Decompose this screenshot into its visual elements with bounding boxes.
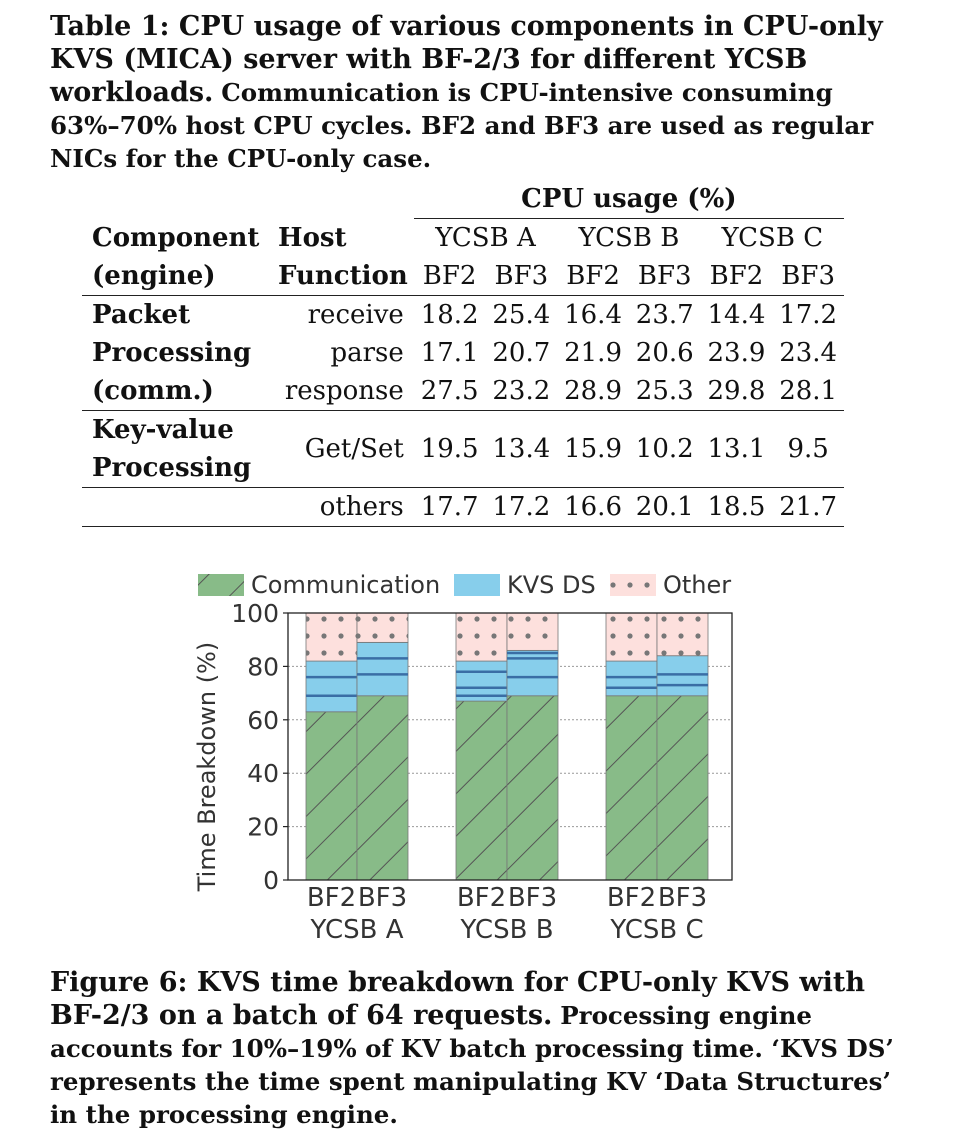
col-function: Function — [272, 257, 414, 296]
legend-label: KVS DS — [507, 571, 596, 599]
table-caption-text: Communication is CPU-intensive consuming 63%–70% host CPU cycles. BF2 and BF3 are used as regular NICs for the CPU-only case. — [50, 78, 874, 173]
legend-swatch — [198, 574, 244, 596]
table-cell: 21.7 — [772, 488, 844, 527]
table-cell: 28.1 — [772, 372, 844, 411]
col-host: Host — [278, 222, 347, 253]
group-label-line: Processing — [92, 453, 252, 483]
table-header-row-nics — [82, 257, 844, 296]
host-function: parse — [330, 338, 404, 368]
table-cell: 18.5 — [701, 488, 773, 527]
table-cell: 17.1 — [420, 338, 479, 368]
legend-swatch — [454, 574, 500, 596]
table-row — [82, 372, 844, 411]
workload-header: YCSB C — [721, 223, 824, 253]
host-function: others — [272, 488, 414, 527]
x-group-label: YCSB A — [310, 915, 404, 945]
table-cell: 18.2 — [420, 300, 479, 330]
x-tick-label: BF3 — [657, 883, 708, 913]
table-cell: 20.6 — [635, 338, 694, 368]
y-tick-label: 40 — [247, 759, 279, 789]
bar-segment-communication — [306, 712, 357, 880]
table-cell: 20.7 — [492, 338, 551, 368]
host-function: receive — [307, 300, 404, 330]
table-cell: 23.2 — [485, 372, 557, 411]
table-cell: 25.4 — [492, 300, 551, 330]
table-row — [82, 334, 844, 372]
group-label: Processing — [92, 338, 252, 368]
table-cell: 17.7 — [414, 488, 486, 527]
bar-segment-other — [657, 613, 708, 656]
table-cell: 17.2 — [779, 300, 838, 330]
table-cell: 14.4 — [707, 300, 766, 330]
x-group-label: YCSB C — [610, 915, 704, 945]
table-row — [82, 296, 844, 335]
col-engine: (engine) — [82, 257, 272, 296]
table-header-row-workloads — [82, 219, 844, 258]
nic-header: BF2 — [701, 257, 773, 296]
bar-segment-communication — [456, 701, 507, 880]
host-function: Get/Set — [272, 411, 414, 488]
table-cell: 29.8 — [701, 372, 773, 411]
col-component: Component — [92, 222, 260, 253]
legend — [198, 571, 731, 599]
group-label: (comm.) — [82, 372, 272, 411]
nic-header: BF3 — [772, 257, 844, 296]
figure-caption — [50, 966, 900, 1131]
group-label-line: Key-value — [92, 415, 234, 445]
x-tick-label: BF3 — [507, 883, 558, 913]
nic-header: BF3 — [485, 257, 557, 296]
table-cell: 23.4 — [779, 338, 838, 368]
x-group-label: YCSB B — [460, 915, 554, 945]
bar-segment-other — [306, 613, 357, 661]
cpu-usage-table — [82, 180, 844, 527]
table-cell: 25.3 — [629, 372, 701, 411]
figure-caption-text: Processing engine accounts for 10%–19% of KV batch processing time. ‘KVS DS’ represents the time spent manipulating KV ‘Data Structures’ in the processing engine. — [50, 1001, 894, 1129]
host-function: response — [272, 372, 414, 411]
bar-segment-kvs-ds — [657, 656, 708, 696]
table-cell: 13.1 — [701, 411, 773, 488]
table-cell: 27.5 — [414, 372, 486, 411]
table-cell: 28.9 — [557, 372, 629, 411]
y-axis-label: Time Breakdown (%) — [193, 641, 221, 892]
bar-segment-communication — [507, 696, 558, 880]
workload-header: YCSB A — [435, 223, 536, 253]
bars — [306, 613, 708, 880]
bar-segment-other — [606, 613, 657, 661]
workload-header: YCSB B — [578, 223, 680, 253]
x-tick-label: BF3 — [357, 883, 408, 913]
table-cell: 17.2 — [485, 488, 557, 527]
legend-label: Communication — [251, 571, 441, 599]
bar-segment-communication — [657, 696, 708, 880]
table-caption — [50, 10, 900, 175]
bar-segment-communication — [357, 696, 408, 880]
y-tick-label: 60 — [247, 705, 279, 735]
table-cell: 15.9 — [557, 411, 629, 488]
bar-segment-kvs-ds — [606, 661, 657, 696]
x-tick-label: BF2 — [456, 883, 507, 913]
group-label: Packet — [92, 300, 191, 330]
bar-segment-other — [456, 613, 507, 661]
bar-segment-communication — [606, 696, 657, 880]
bar-segment-kvs-ds — [306, 661, 357, 712]
table-cell: 20.1 — [629, 488, 701, 527]
x-tick-label: BF2 — [606, 883, 657, 913]
group-label — [82, 411, 272, 488]
table-cell: 19.5 — [414, 411, 486, 488]
table-cell: 16.4 — [564, 300, 622, 330]
table-row — [82, 411, 844, 488]
cpu-usage-header: CPU usage (%) — [414, 180, 844, 219]
figure-caption-lead: Figure 6: KVS time breakdown for CPU-only KVS with BF-2/3 on a batch of 64 requests. — [50, 967, 865, 1031]
y-tick-label: 100 — [231, 599, 279, 628]
table-cell: 13.4 — [485, 411, 557, 488]
bar-segment-kvs-ds — [357, 642, 408, 695]
nic-header: BF2 — [414, 257, 486, 296]
legend-label: Other — [663, 571, 732, 599]
table-cell: 9.5 — [772, 411, 844, 488]
y-tick-label: 80 — [247, 652, 279, 682]
bar-segment-other — [357, 613, 408, 642]
table-header-row-usage — [82, 180, 844, 219]
y-tick-label: 20 — [247, 812, 279, 842]
legend-swatch — [610, 574, 656, 596]
table-cell: 23.7 — [635, 300, 694, 330]
bar-segment-other — [507, 613, 558, 650]
time-breakdown-chart — [180, 560, 740, 950]
nic-header: BF2 — [557, 257, 629, 296]
table-cell: 23.9 — [707, 338, 766, 368]
y-tick-label: 0 — [263, 866, 279, 895]
nic-header: BF3 — [629, 257, 701, 296]
table-cell: 16.6 — [557, 488, 629, 527]
table-cell: 10.2 — [629, 411, 701, 488]
table-caption-lead: Table 1: CPU usage of various components in CPU-only KVS (MICA) server with BF-2/3 for different YCSB workloads. — [50, 11, 883, 108]
table-cell: 21.9 — [564, 338, 622, 368]
x-tick-label: BF2 — [306, 883, 357, 913]
table-row — [82, 488, 844, 527]
